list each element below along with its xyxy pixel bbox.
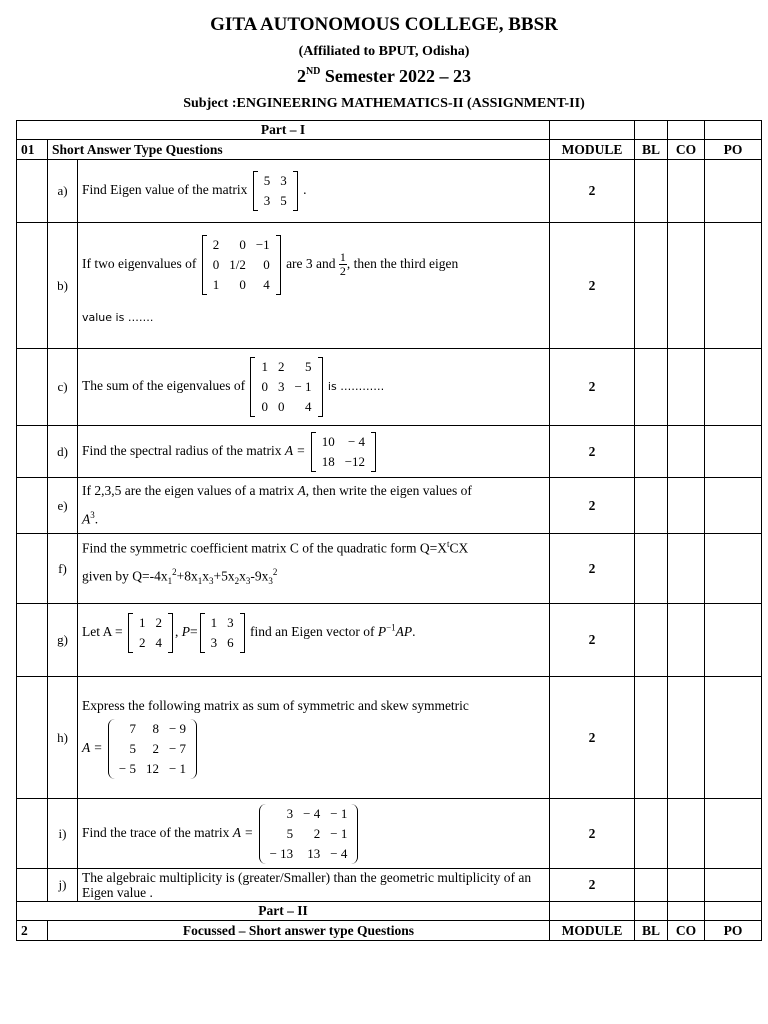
part1-header-row — [17, 140, 762, 160]
module-value: 2 — [550, 869, 635, 902]
col-bl: BL — [635, 140, 668, 160]
matrix-p: 1 3 3 6 — [200, 613, 245, 653]
semester-ordinal: ND — [305, 66, 321, 77]
matrix: 3 − 4 − 1 5 2 − 1 − 13 13 − 4 — [259, 804, 359, 864]
question-row-c — [17, 349, 762, 426]
question-label: d) — [48, 426, 78, 478]
matrix: 10 − 4 18 −12 — [311, 432, 376, 472]
matrix: 2 0 −1 0 1/2 0 1 0 4 — [202, 235, 281, 295]
module-value: 2 — [550, 349, 635, 426]
question-row-d — [17, 426, 762, 478]
question-text: The sum of the eigenvalues of 1 2 5 0 3 − 1 0 0 4 is ………… — [78, 349, 550, 426]
module-value: 2 — [550, 677, 635, 799]
semester-title — [0, 66, 768, 87]
module-value: 2 — [550, 799, 635, 869]
question-row-b — [17, 223, 762, 349]
question-label: e) — [48, 478, 78, 534]
module-value: 2 — [550, 604, 635, 677]
question-row-f — [17, 534, 762, 604]
affiliation: (Affiliated to BPUT, Odisha) — [298, 44, 470, 59]
part1-title: Part – I — [17, 121, 550, 140]
part2-heading: Focussed – Short answer type Questions — [48, 921, 550, 941]
module-value: 2 — [550, 160, 635, 223]
question-row-a — [17, 160, 762, 223]
col-module: MODULE — [550, 140, 635, 160]
part2-number: 2 — [17, 921, 48, 941]
module-value: 2 — [550, 534, 635, 604]
question-label: i) — [48, 799, 78, 869]
part2-title-row — [17, 902, 762, 921]
question-label: g) — [48, 604, 78, 677]
question-text: Find the trace of the matrix A = 3 − 4 − 1 5 2 − 1 − 13 13 − 4 — [78, 799, 550, 869]
question-label: f) — [48, 534, 78, 604]
part1-heading: Short Answer Type Questions — [48, 140, 550, 160]
question-text: If 2,3,5 are the eigen values of a matrix A, then write the eigen values of $A^3$. — [78, 478, 550, 534]
col-po: PO — [705, 140, 762, 160]
question-text: If two eigenvalues of 2 0 −1 0 1/2 0 1 0 4 are 3 and $\frac{1}{2}$ , then the third eigen value is ……. — [78, 223, 550, 349]
module-value: 2 — [550, 478, 635, 534]
question-text: Express the following matrix as sum of symmetric and skew symmetric A = 7 8 − 9 5 2 − 7 − 5 12 − 1 — [78, 677, 550, 799]
part2-title: Part – II — [17, 902, 550, 921]
college-name: GITA AUTONOMOUS COLLEGE, BBSR — [210, 14, 558, 35]
part1-number: 01 — [17, 140, 48, 160]
part2-header-row — [17, 921, 762, 941]
question-text: Find Eigen value of the matrix 5 3 3 5 . — [78, 160, 550, 223]
subject-line: Subject :ENGINEERING MATHEMATICS-II (ASSIGNMENT-II) — [183, 96, 585, 111]
matrix-a: 1 2 2 4 — [128, 613, 173, 653]
col-co: CO — [668, 921, 705, 941]
question-row-j — [17, 869, 762, 902]
question-label: h) — [48, 677, 78, 799]
question-row-g — [17, 604, 762, 677]
question-label: j) — [48, 869, 78, 902]
col-co: CO — [668, 140, 705, 160]
col-po: PO — [705, 921, 762, 941]
semester-text: Semester 2022 – 23 — [320, 66, 472, 86]
question-row-i — [17, 799, 762, 869]
question-row-h — [17, 677, 762, 799]
col-module: MODULE — [550, 921, 635, 941]
question-label: c) — [48, 349, 78, 426]
question-label: b) — [48, 223, 78, 349]
question-label: a) — [48, 160, 78, 223]
part1-title-row — [17, 121, 762, 140]
module-value: 2 — [550, 223, 635, 349]
question-text: Find the spectral radius of the matrix A = 10 − 4 18 −12 — [78, 426, 550, 478]
matrix: 5 3 3 5 — [253, 171, 298, 211]
question-text: Let A = 1 2 2 4 , P= 1 3 3 6 find an Eigen vector of $P^{-1}AP$. — [78, 604, 550, 677]
matrix: 1 2 5 0 3 − 1 0 0 4 — [250, 357, 322, 417]
question-text: The algebraic multiplicity is (greater/Smaller) than the geometric multiplicity of an Eigen value . — [78, 869, 550, 902]
module-value: 2 — [550, 426, 635, 478]
assignment-table — [16, 120, 762, 941]
fraction: $\frac{1}{2}$ — [339, 250, 346, 278]
question-text: Find the symmetric coefficient matrix C of the quadratic form $Q=X^tCX$ given by $Q=-4x_1^2+8x_1x_3+5x_2x_3-9x_3^2$ — [78, 534, 550, 604]
semester-number: 2 — [296, 66, 306, 86]
col-bl: BL — [635, 921, 668, 941]
matrix: 7 8 − 9 5 2 − 7 − 5 12 − 1 — [108, 719, 197, 779]
question-row-e — [17, 478, 762, 534]
